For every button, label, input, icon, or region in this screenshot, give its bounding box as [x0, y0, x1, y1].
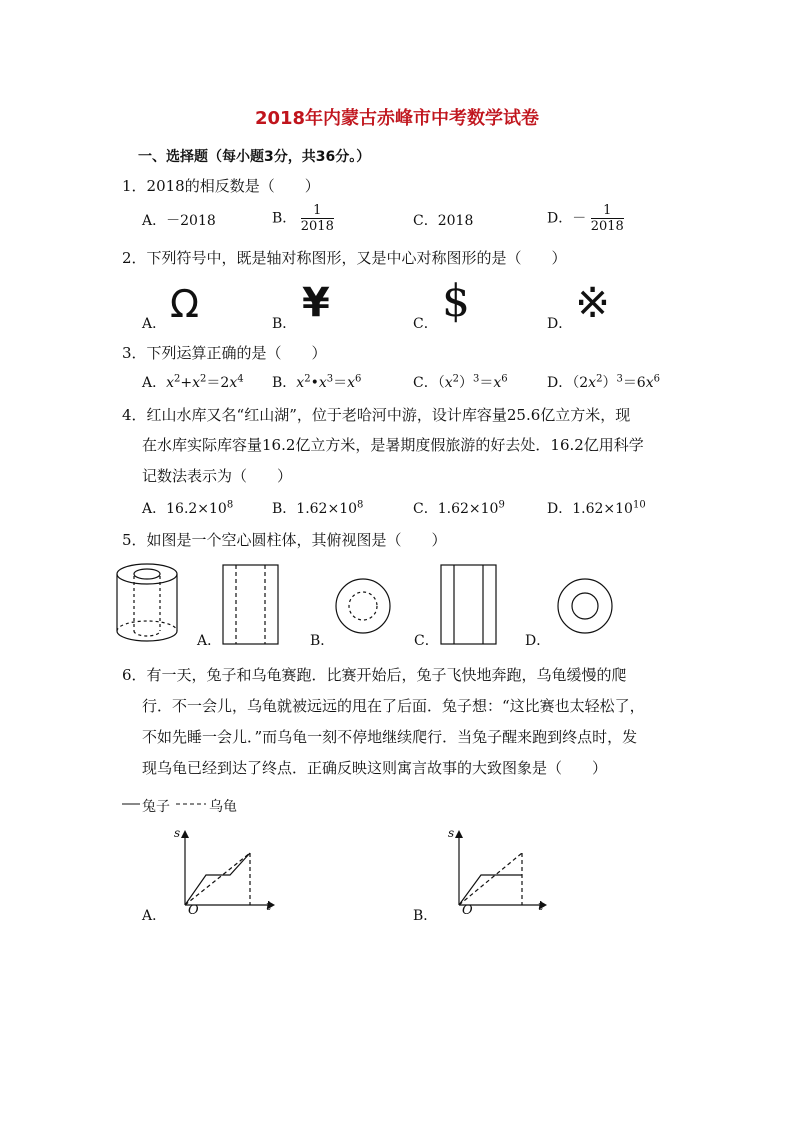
q5-option-b-label: B．: [310, 633, 335, 649]
q4-option-b: B．$1.62\times 10^8$: [272, 499, 364, 517]
q4-option-d: D．$1.62\times 10^{10}$: [547, 499, 646, 517]
option-label: A．: [142, 213, 167, 229]
question-3-stem: 3．下列运算正确的是（ ）: [122, 344, 327, 362]
graph-b: [455, 830, 547, 909]
hollow-cylinder-figure: [117, 564, 177, 641]
option-label: D．: [547, 210, 573, 227]
q6-option-a-label: A．: [142, 908, 167, 924]
fraction: $\frac{1}{2018}$: [300, 203, 334, 234]
page-title: 2018年内蒙古赤峰市中考数学试卷: [254, 108, 540, 129]
graph-a: [181, 830, 275, 909]
question-6-line-4: 现乌龟已经到达了终点．正确反映这则寓言故事的大致图象是（ ）: [142, 759, 608, 777]
q3-option-c: C．$(x^2)^3=x^6$: [413, 373, 508, 391]
graph-b-axis-t: t: [538, 899, 544, 914]
question-4-line-2: 在水库实际库容量16.2亿立方米，是暑期度假旅游的好去处．16.2亿用科学: [142, 436, 644, 454]
legend-rabbit-label: 兔子: [142, 799, 170, 815]
option-value: －2018: [166, 213, 216, 229]
option-d-figure: [558, 579, 612, 633]
option-label: D．: [547, 375, 573, 391]
q5-option-d-label: D．: [525, 633, 551, 649]
q4-option-c: C．$1.62\times 10^9$: [413, 499, 505, 517]
graph-b-axis-s: s: [448, 826, 455, 840]
graph-a-origin: O: [188, 903, 199, 918]
option-value: 2018: [437, 213, 474, 229]
option-a-figure: [223, 565, 278, 644]
question-6-line-1: 6．有一天，兔子和乌龟赛跑．比赛开始后，兔子飞快地奔跑，乌龟缓慢的爬: [122, 666, 627, 684]
q2-option-a-label: A．: [142, 316, 167, 332]
q4-option-a: A．$16.2\times 10^8$: [142, 499, 234, 517]
option-label: B．: [272, 375, 297, 391]
q2-option-d-label: D．: [547, 316, 573, 332]
q3-option-d: D．$(2x^2)^3=6x^6$: [547, 373, 661, 391]
question-1-stem: 1．2018的相反数是（ ）: [122, 177, 320, 195]
q3-option-a: A．$x^2+x^2=2x^4$: [142, 373, 244, 391]
reference-mark-symbol: ※: [575, 278, 611, 327]
question-4-line-3: 记数法表示为（ ）: [142, 467, 293, 485]
graph-b-origin: O: [462, 903, 473, 918]
graph-a-axis-t: t: [266, 899, 272, 914]
q2-option-c-label: C．: [413, 316, 438, 332]
omega-symbol: Ω: [170, 282, 200, 326]
q5-option-c-label: C．: [414, 633, 439, 649]
option-label: C．: [413, 213, 438, 229]
q6-option-b-label: B．: [413, 908, 438, 924]
graph-a-axis-s: s: [174, 826, 181, 840]
question-6-line-3: 不如先睡一会儿．”而乌龟一刻不停地继续爬行．当兔子醒来跑到终点时，发: [142, 728, 638, 746]
fraction: $\frac{1}{2018}$: [590, 203, 624, 234]
q3-option-b: B．$x^2•x^3=x^6$: [272, 373, 362, 391]
option-label: C．: [413, 375, 438, 391]
question-2-stem: 2．下列符号中，既是轴对称图形，又是中心对称图形的是（ ）: [122, 249, 567, 267]
option-label: A．: [142, 375, 167, 391]
question-5-stem: 5．如图是一个空心圆柱体，其俯视图是（ ）: [122, 531, 447, 549]
yen-symbol: ¥: [302, 280, 330, 326]
option-label: B．: [272, 210, 297, 227]
question-6-line-2: 行．不一会儿，乌龟就被远远的甩在了后面．兔子想：“这比赛也太轻松了，: [142, 697, 645, 715]
legend-turtle-label: 乌龟: [209, 799, 237, 815]
q2-option-b-label: B．: [272, 316, 297, 332]
minus-sign: －: [572, 210, 587, 227]
question-4-line-1: 4．红山水库又名“红山湖”，位于老哈河中游，设计库容量25.6亿立方米，现: [122, 406, 631, 424]
option-b-figure: [336, 579, 390, 633]
dollar-symbol: $: [442, 276, 470, 327]
option-c-figure: [441, 565, 496, 644]
section-heading: 一、选择题（每小题3分，共36分。）: [138, 149, 371, 165]
q5-option-a-label: A．: [197, 633, 222, 649]
